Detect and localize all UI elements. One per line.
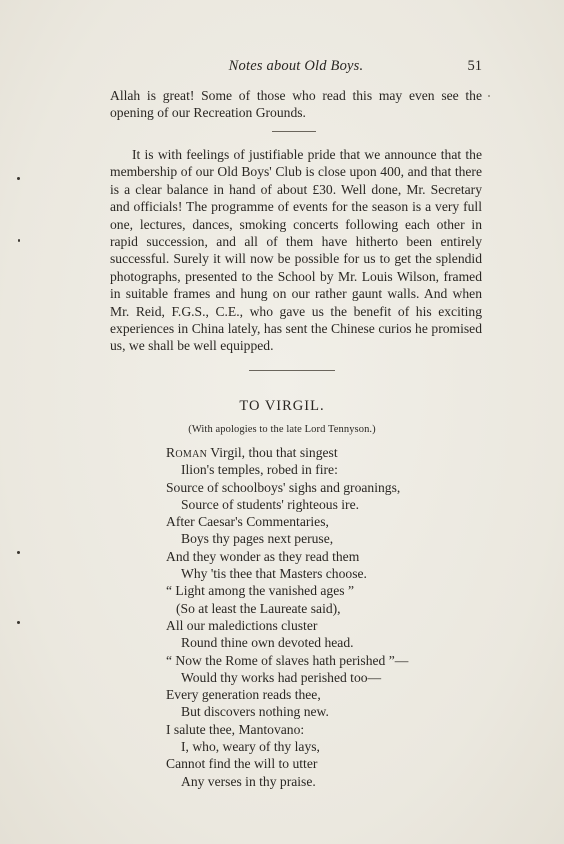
poem-subtitle: (With apologies to the late Lord Tennyson.) — [188, 424, 376, 435]
paragraph-recreation-grounds: Allah is great! Some of those who read this may even see the opening of our Recreation Grounds. — [110, 88, 482, 121]
poem-title: TO VIRGIL. — [239, 398, 325, 414]
poem-line: I salute thee, Mantovano: — [166, 721, 305, 737]
poem-line: After Caesar's Commentaries, — [166, 514, 329, 530]
poem-line: Boys thy pages next peruse, — [181, 531, 334, 547]
poem-line: Why 'tis thee that Masters choose. — [181, 566, 367, 582]
poem-line: Any verses in thy praise. — [181, 773, 316, 789]
paper-speck — [18, 239, 20, 242]
poem-line — [166, 444, 486, 461]
poem-body — [166, 444, 486, 790]
poem-line: Source of schoolboys' sighs and groanings, — [166, 479, 401, 495]
section-divider-short — [272, 131, 316, 132]
poem-line: (So at least the Laureate said), — [176, 600, 341, 616]
poem-first-line-rest: Virgil, thou that singest — [207, 445, 338, 460]
running-title: Notes about Old Boys. — [228, 58, 364, 74]
poem-line: “ Light among the vanished ages ” — [166, 583, 354, 599]
paper-speck — [17, 551, 20, 554]
poem-first-word: Roman — [166, 445, 208, 460]
paper-speck — [17, 621, 20, 624]
paper-speck — [488, 95, 490, 97]
page-header — [110, 58, 482, 78]
poem-line: But discovers nothing new. — [181, 704, 329, 720]
poem-line: “ Now the Rome of slaves hath perished ”— — [166, 652, 409, 668]
poem-line: Ilion's temples, robed in fire: — [181, 462, 338, 478]
section-divider-long — [249, 370, 335, 371]
poem-line: All our maledictions cluster — [166, 617, 318, 633]
poem-line: I, who, weary of thy lays, — [181, 739, 320, 755]
page-number: 51 — [467, 58, 482, 74]
poem-line: Source of students' righteous ire. — [181, 496, 359, 512]
poem-line: Would thy works had perished too— — [181, 669, 382, 685]
poem-line: Every generation reads thee, — [166, 687, 321, 703]
poem-line: And they wonder as they read them — [166, 548, 360, 564]
poem-line: Cannot find the will to utter — [166, 756, 318, 772]
poem-line: Round thine own devoted head. — [181, 635, 354, 651]
paper-speck — [17, 177, 20, 180]
paragraph-old-boys-club: It is with feelings of justifiable pride that we announce that the membership of our Old Boys' Club is close upon 400, and that there is a clear balance in hand of about £30. Well done, Mr. Secretary and officials! The programme of events for the season is a very full one, lectures, dances, smoking concerts following each other in rapid succession, and all of them have hitherto been entirely successful. Surely it will now be possible for us to get the splendid photographs, presented to the School by Mr. Louis Wilson, framed in suitable frames and hung on our rather gaunt walls. And when Mr. Reid, F.G.S., C.E., who gave us the benefit of his exciting experiences in China lately, has sent the Chinese curios he promised us, we shall be well equipped. — [110, 147, 482, 354]
